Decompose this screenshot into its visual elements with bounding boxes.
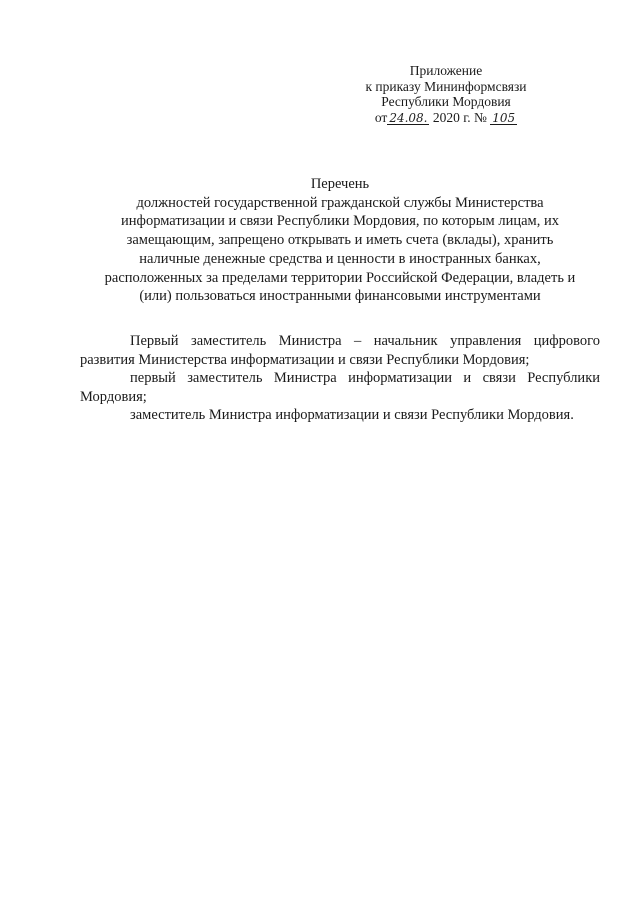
document-heading: Перечень — [310, 176, 370, 192]
annex-block — [336, 63, 556, 125]
handwritten-number: 105 — [492, 110, 516, 125]
title-line: должностей государственной гражданской службы Министерства — [136, 194, 544, 211]
title-line: (или) пользоваться иностранными финансовыми инструментами — [139, 288, 541, 305]
position-item: Первый заместитель Министра – начальник управления цифрового развития Министерства информатизации и связи Республики Мордовия; — [80, 333, 600, 368]
title-block — [80, 175, 600, 306]
title-line: расположенных за пределами территории Российской Федерации, владеть и — [104, 269, 576, 286]
annex-label: Приложение — [409, 63, 483, 78]
title-line: наличные денежные средства и ценности в иностранных банках, — [139, 250, 541, 267]
position-item: первый заместитель Министра информатизации и связи Республики Мордовия; — [80, 370, 600, 405]
annex-date-prefix: от — [374, 109, 388, 125]
annex-date-year: 2020 г. № — [432, 109, 487, 125]
annex-republic: Республики Мордовия — [381, 94, 511, 109]
annex-date-line — [336, 110, 556, 126]
position-item: заместитель Министра информатизации и связи Республики Мордовия. — [130, 407, 574, 423]
annex-order-ref: к приказу Мининформсвязи — [365, 78, 527, 94]
title-line: информатизации и связи Республики Мордовия, по которым лицам, их — [121, 213, 559, 230]
handwritten-date: 24.08. — [389, 110, 428, 125]
positions-list — [80, 332, 600, 425]
title-line: замещающим, запрещено открывать и иметь счета (вклады), хранить — [126, 232, 554, 249]
